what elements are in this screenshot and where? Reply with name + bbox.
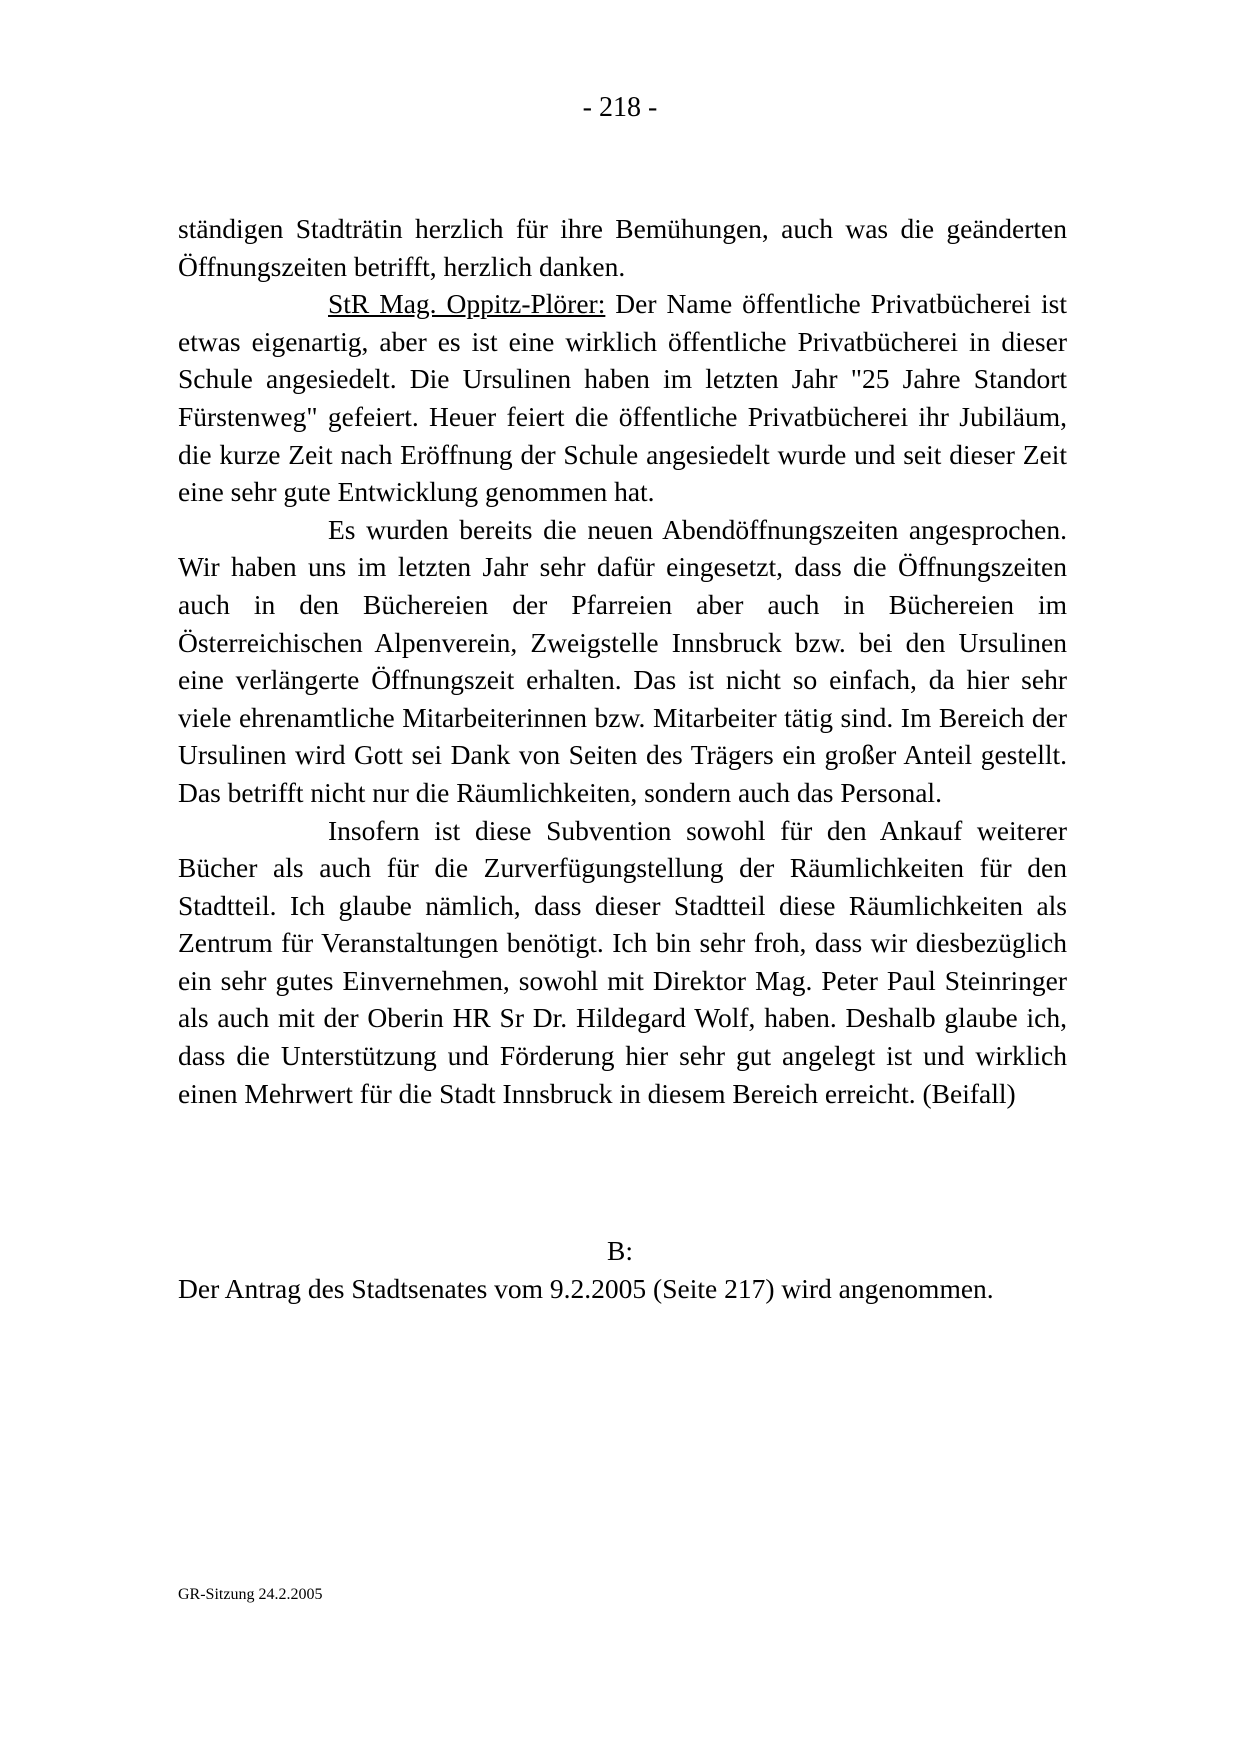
speaker-name: StR Mag. Oppitz-Plörer: [328, 288, 606, 320]
paragraph-opening-hours: Es wurden bereits die neuen Abendöffnungszeiten angesprochen. Wir haben uns im letzten Jahr sehr dafür eingesetzt, dass die Öffnungszeiten auch in den Büchereien der Pfarreien aber auch in Büchereien im Österreichischen Alpenverein, Zweigstelle Innsbruck bzw. bei den Ursulinen eine verlängerte Öffnungszeit erhalten. Das ist nicht so einfach, da hier sehr viele ehrenamtliche Mitarbeiterinnen bzw. Mitarbeiter tätig sind. Im Bereich der Ursulinen wird Gott sei Dank von Seiten des Trägers ein großer Anteil gestellt. Das betrifft nicht nur die Räumlichkeiten, sondern auch das Personal. [178, 513, 1067, 808]
page-number: - 218 - [582, 92, 658, 123]
footer-session-date: GR-Sitzung 24.2.2005 [178, 1586, 323, 1603]
resolution-label: B: [607, 1235, 633, 1266]
document-body [178, 210, 1067, 1112]
speaker-statement-text: Der Name öffentliche Privatbücherei ist etwas eigenartig, aber es ist eine wirklich öffentliche Privatbücherei in dieser Schule angesiedelt. Die Ursulinen haben im letzten Jahr "25 Jahre Standort Fürstenweg" gefeiert. Heuer feiert die öffentliche Privatbücherei ihr Jubiläum, die kurze Zeit nach Eröffnung der Schule angesiedelt wurde und seit dieser Zeit eine sehr gute Entwicklung genommen hat. [178, 288, 1067, 508]
paragraph-subvention: Insofern ist diese Subvention sowohl für den Ankauf weiterer Bücher als auch für die Zurverfügungstellung der Räumlichkeiten für den Stadtteil. Ich glaube nämlich, dass dieser Stadtteil diese Räumlichkeiten als Zentrum für Veranstaltungen benötigt. Ich bin sehr froh, dass wir diesbezüglich ein sehr gutes Einvernehmen, sowohl mit Direktor Mag. Peter Paul Steinringer als auch mit der Oberin HR Sr Dr. Hildegard Wolf, haben. Deshalb glaube ich, dass die Unterstützung und Förderung hier sehr gut angelegt ist und wirklich einen Mehrwert für die Stadt Innsbruck in diesem Bereich erreicht. (Beifall) [178, 814, 1067, 1109]
paragraph-speaker-statement [178, 285, 1067, 511]
paragraph-continuation: ständigen Stadträtin herzlich für ihre Bemühungen, auch was die geänderten Öffnungszeiten betrifft, herzlich danken. [178, 213, 1067, 282]
resolution-text: Der Antrag des Stadtsenates vom 9.2.2005 (Seite 217) wird angenommen. [178, 1273, 994, 1304]
